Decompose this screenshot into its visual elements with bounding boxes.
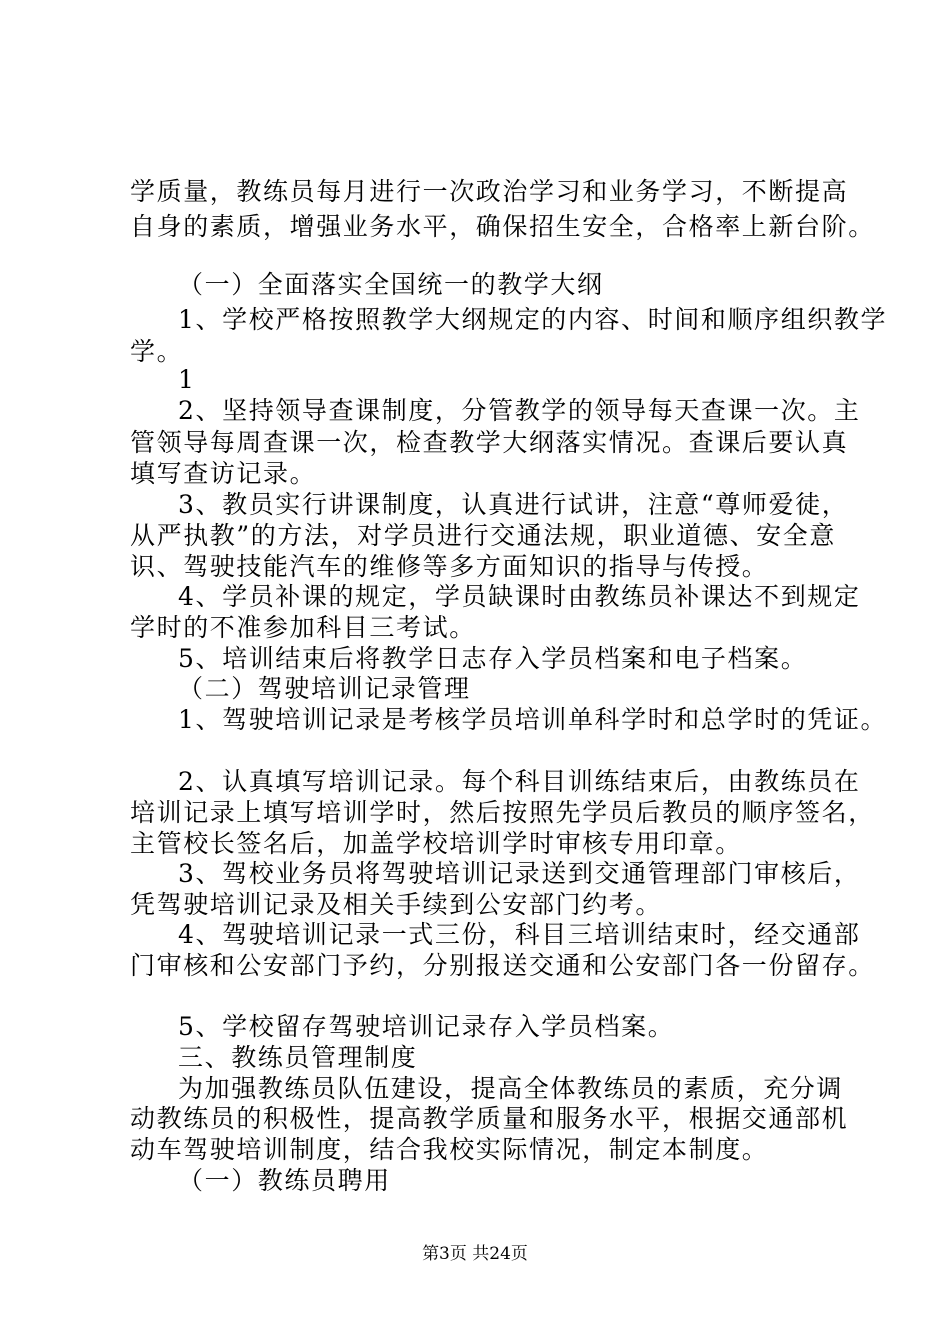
text-line: 管领导每周查课一次，检查教学大纲落实情况。查课后要认真	[130, 428, 849, 457]
text-line: 从严执教”的方法，对学员进行交通法规，职业道德、安全意	[130, 521, 836, 550]
text-line: 动教练员的积极性，提高教学质量和服务水平，根据交通部机	[130, 1104, 849, 1133]
text-line: 4、学员补课的规定，学员缺课时由教练员补课达不到规定	[178, 582, 861, 611]
section-heading: （一）全面落实全国统一的教学大纲	[178, 270, 604, 299]
section-heading: （二）驾驶培训记录管理	[178, 674, 471, 703]
text-line: 1、学校严格按照教学大纲规定的内容、时间和顺序组织教学	[178, 305, 888, 334]
text-line: 5、学校留存驾驶培训记录存入学员档案。	[178, 1012, 675, 1041]
text-line: 培训记录上填写培训学时，然后按照先学员后教员的顺序签名，	[130, 798, 875, 827]
text-line: 学。	[130, 337, 184, 366]
text-line: 自身的素质，增强业务水平，确保招生安全，合格率上新台阶。	[130, 212, 875, 241]
section-heading: （一）教练员聘用	[178, 1166, 391, 1195]
text-line: 4、驾驶培训记录一式三份，科目三培训结束时，经交通部	[178, 920, 861, 949]
text-line: 1	[178, 365, 196, 394]
text-line: 为加强教练员队伍建设，提高全体教练员的素质，充分调	[178, 1074, 844, 1103]
text-line: 主管校长签名后，加盖学校培训学时审核专用印章。	[130, 829, 742, 858]
page-footer: 第3页 共24页	[422, 1244, 528, 1264]
section-heading: 三、教练员管理制度	[178, 1043, 418, 1072]
text-line: 凭驾驶培训记录及相关手续到公安部门约考。	[130, 890, 663, 919]
text-line: 2、认真填写培训记录。每个科目训练结束后，由教练员在	[178, 767, 861, 796]
text-line: 3、教员实行讲课制度，认真进行试讲，注意“尊师爱徒，	[178, 490, 849, 519]
text-line: 门审核和公安部门予约，分别报送交通和公安部门各一份留存。	[130, 951, 875, 980]
text-line: 5、培训结束后将教学日志存入学员档案和电子档案。	[178, 644, 808, 673]
text-line: 学质量，教练员每月进行一次政治学习和业务学习，不断提高	[130, 177, 849, 206]
text-line: 3、驾校业务员将驾驶培训记录送到交通管理部门审核后，	[178, 859, 861, 888]
text-line: 学时的不准参加科目三考试。	[130, 613, 476, 642]
text-line: 1、驾驶培训记录是考核学员培训单科学时和总学时的凭证。	[178, 705, 888, 734]
text-line: 动车驾驶培训制度，结合我校实际情况，制定本制度。	[130, 1135, 769, 1164]
text-line: 填写查访记录。	[130, 459, 317, 488]
text-line: 2、坚持领导查课制度，分管教学的领导每天查课一次。主	[178, 396, 861, 425]
text-line: 识、驾驶技能汽车的维修等多方面知识的指导与传授。	[130, 552, 769, 581]
